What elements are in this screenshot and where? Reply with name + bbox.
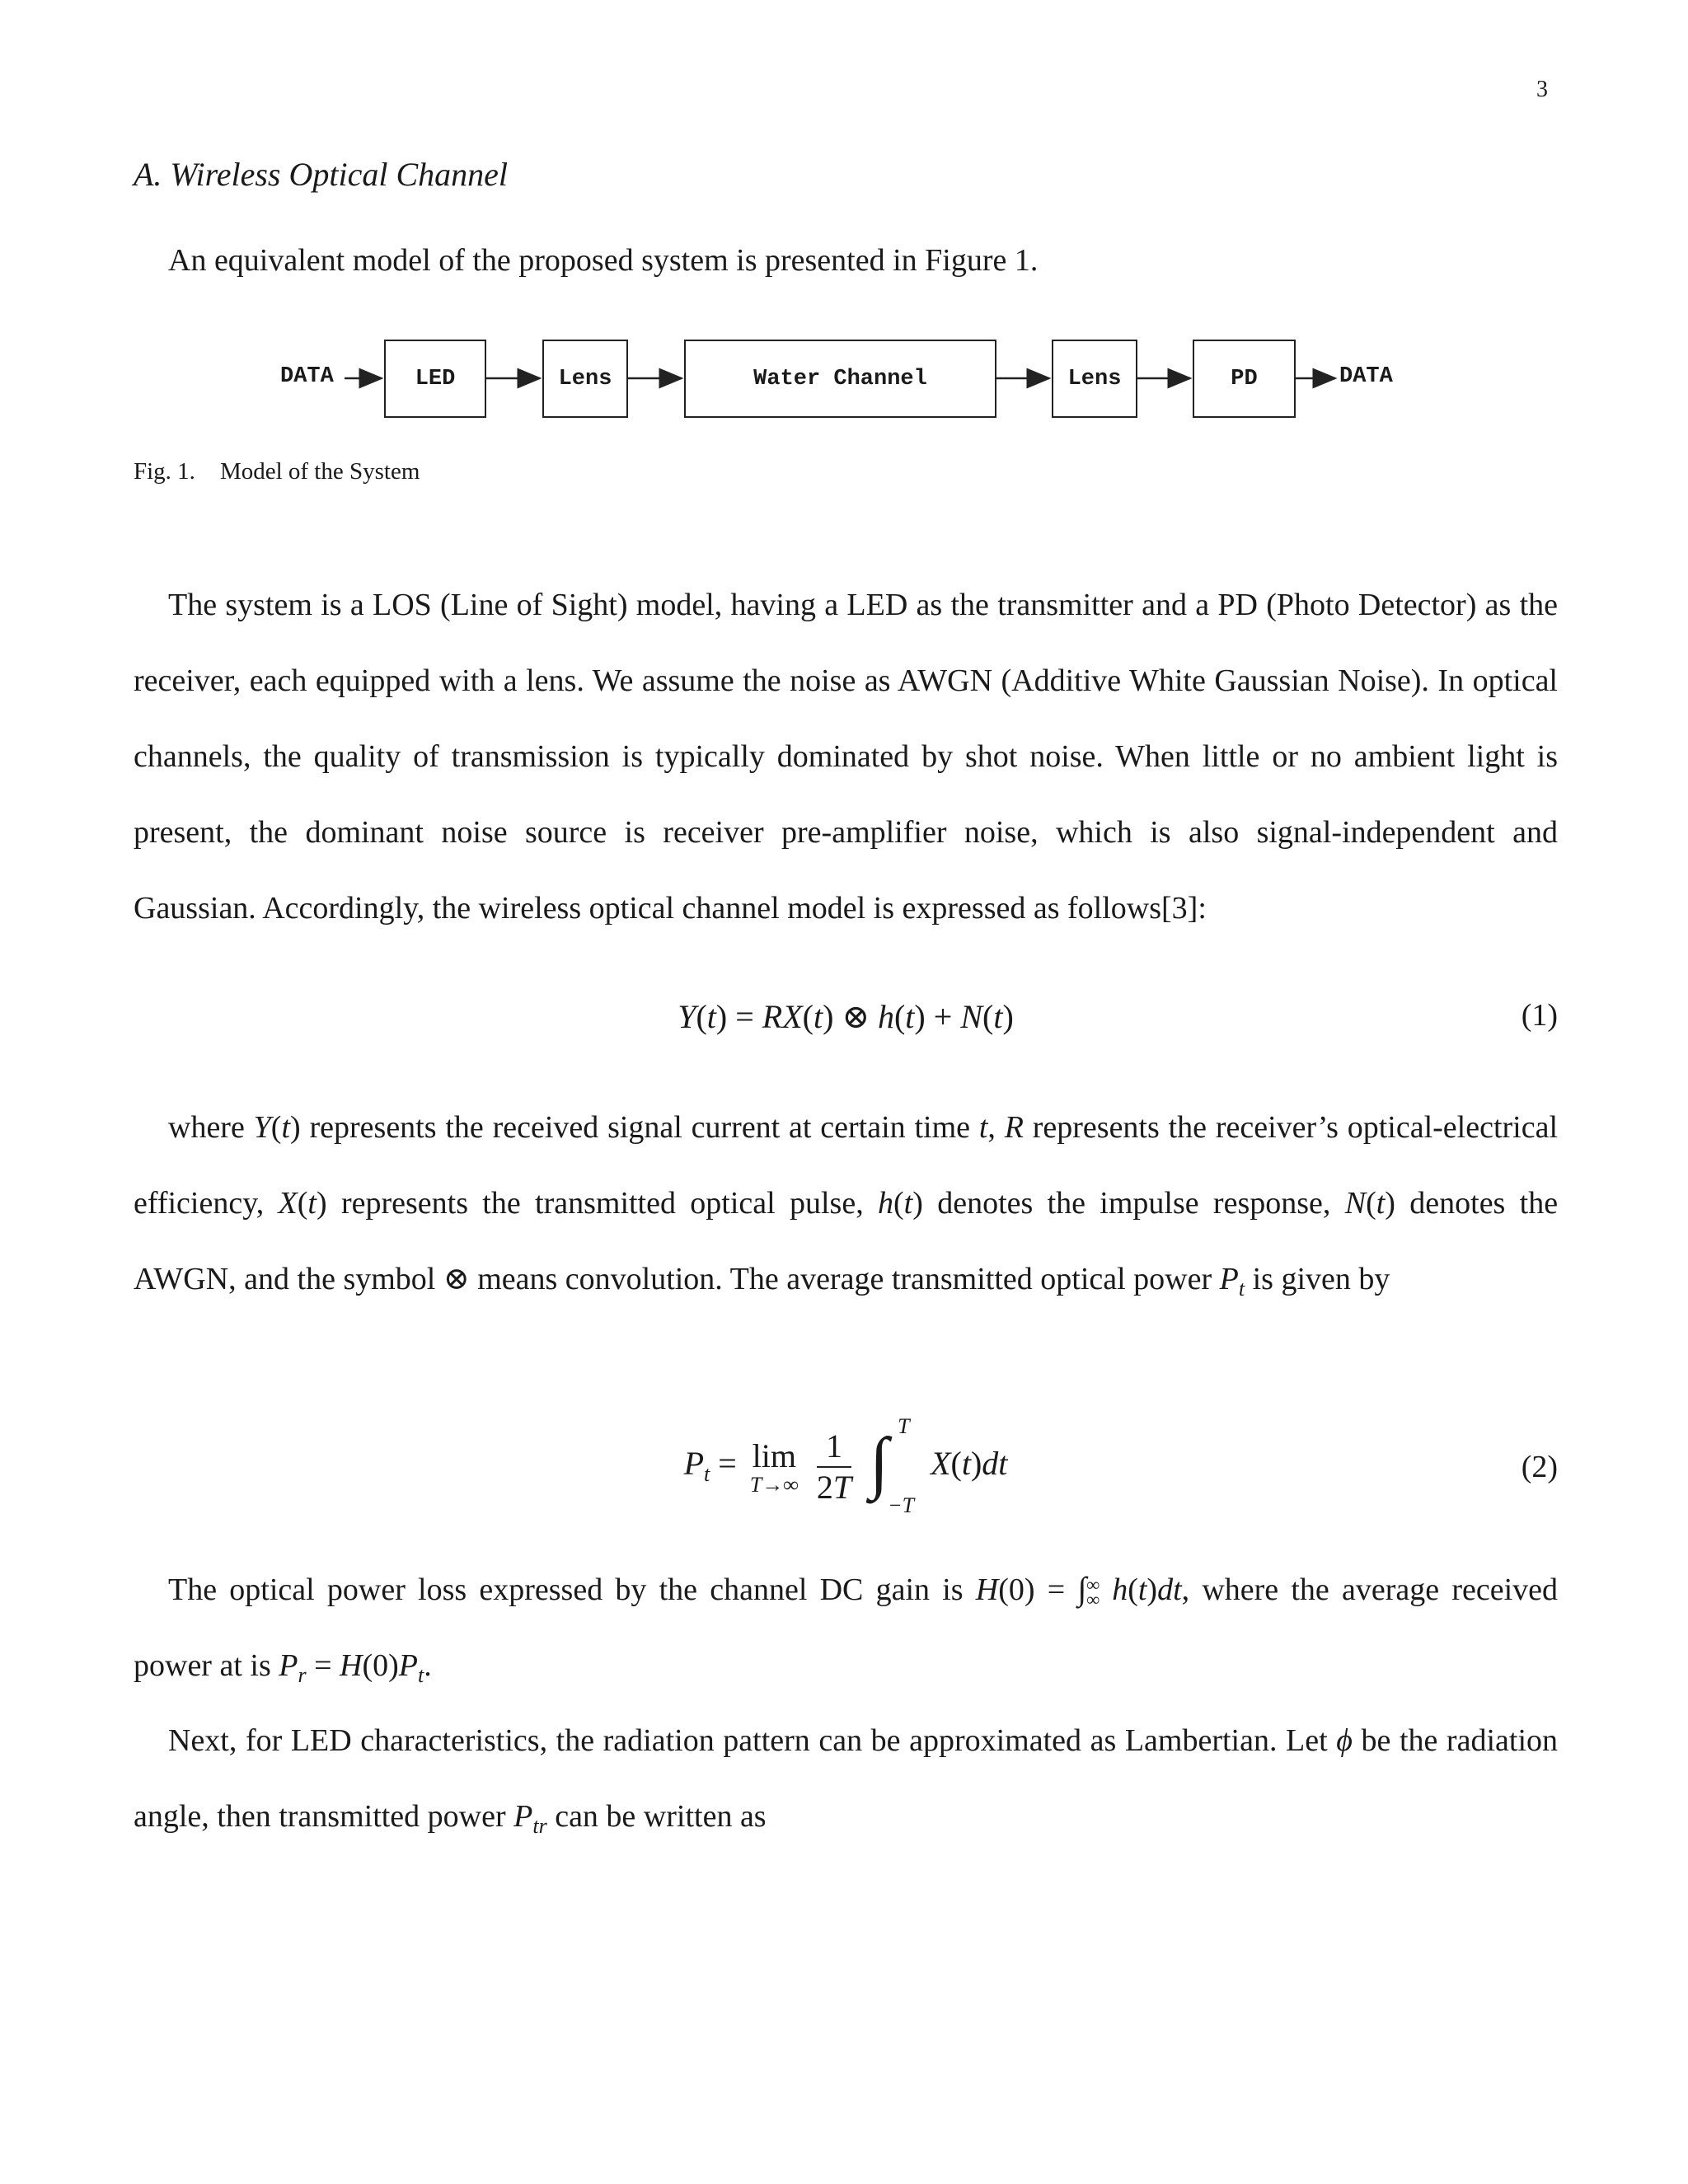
lens-block-rx: Lens	[1052, 340, 1137, 418]
equation-1	[134, 997, 1558, 1047]
paragraph-dc-gain: The optical power loss expressed by the channel DC gain is H(0) = ∫∞ ∞ h(t)dt, where the average received power at is $P_r = H(0)P_t$.	[134, 1570, 1558, 1687]
equation-1-body: Y(t) = RX(t) ⊗ h(t) + N(t)	[678, 998, 1014, 1035]
intro-paragraph	[134, 223, 1558, 298]
page-number: 3	[1536, 77, 1548, 102]
caption-tag: Fig. 1.	[134, 458, 195, 485]
equation-2	[134, 1414, 1558, 1525]
intro-text: An equivalent model of the proposed system is presented in Figure 1.	[168, 243, 1039, 278]
paragraph-variable-definitions: where Y(t) represents the received signal current at certain time t, R represents the receiver’s optical-electrical efficiency, X(t) represents the transmitted optical pulse, h(t) denotes the impulse response, N(t) denotes the AWGN, and the symbol ⊗ means convolution. The average transmitted optical power $P_t$ is given by	[134, 1110, 1559, 1301]
paragraph-system-description	[134, 567, 1558, 946]
output-data-label: DATA	[1339, 364, 1393, 389]
input-data-label: DATA	[280, 364, 334, 389]
figure-caption	[134, 458, 420, 485]
paragraph-led-characteristics: Next, for LED characteristics, the radiation pattern can be approximated as Lambertian. Let ϕ be the radiation angle, then transmitted power $P_{tr}$ can be written as	[134, 1723, 1558, 1838]
caption-text: Model of the System	[219, 458, 420, 485]
equation-1-number: (1)	[1521, 998, 1558, 1033]
paragraph1-text: The system is a LOS (Line of Sight) model, having a LED as the transmitter and a PD (Photo Detector) as the receiver, each equipped with a lens. We assume the noise as AWGN (Additive White Gaussian Noise). In optical channels, the quality of transmission is typically dominated by shot noise. When little or no ambient light is present, the dominant noise source is receiver pre-amplifier noise, which is also signal-independent and Gaussian. Accordingly, the wireless optical channel model is expressed as follows[3]:	[134, 588, 1558, 926]
led-block: LED	[384, 340, 486, 418]
system-block-diagram	[264, 330, 1434, 437]
lens-block-tx: Lens	[542, 340, 628, 418]
equation-2-body: $P_t$ = lim T→∞ $\frac{1}{2T}$ ∫ T −T X(t)dt	[683, 1414, 1008, 1517]
water-channel-block: Water Channel	[684, 340, 996, 418]
equation-2-number: (2)	[1521, 1450, 1558, 1484]
pd-block: PD	[1193, 340, 1296, 418]
section-heading: A. Wireless Optical Channel	[134, 156, 509, 193]
